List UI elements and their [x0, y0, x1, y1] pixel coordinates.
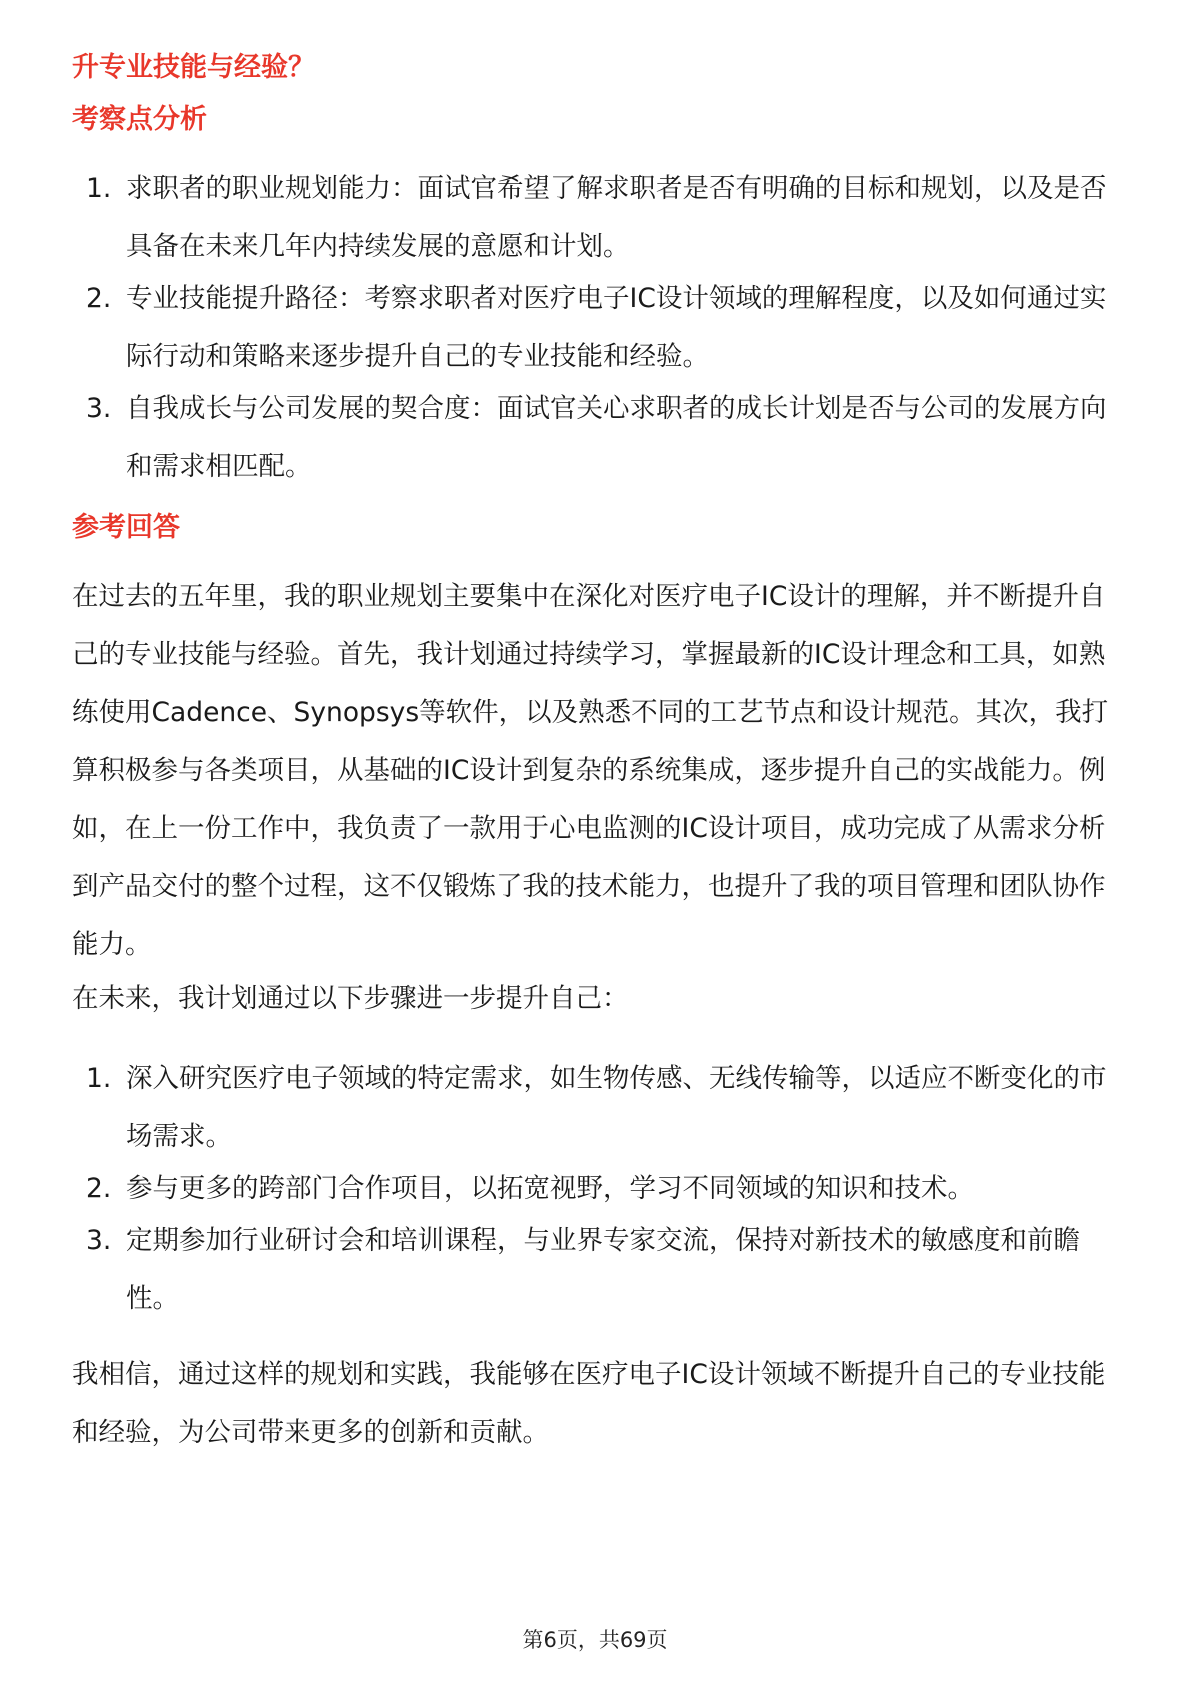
list-number: 1. — [86, 173, 112, 204]
list-item — [0, 270, 1111, 386]
list-item — [0, 1212, 1111, 1328]
page-number: 第6页，共69页 — [522, 1628, 668, 1652]
answer-paragraph-1: 在过去的五年里，我的职业规划主要集中在深化对医疗电子IC设计的理解，并不断提升自己的专业技能与经验。首先，我计划通过持续学习，掌握最新的IC设计理念和工具，如熟练使用Cadence、Synopsys等软件，以及熟悉不同的工艺节点和设计规范。其次，我打算积极参与各类项目，从基础的IC设计到复杂的系统集成，逐步提升自己的实战能力。例如，在上一份工作中，我负责了一款用于心电监测的IC设计项目，成功完成了从需求分析到产品交付的整个过程，这不仅锻炼了我的技术能力，也提升了我的项目管理和团队协作能力。 — [72, 581, 1109, 960]
list-item — [0, 160, 1111, 276]
list-text: 专业技能提升路径：考察求职者对医疗电子IC设计领域的理解程度，以及如何通过实际行动和策略来逐步提升自己的专业技能和经验。 — [126, 283, 1107, 372]
plan-list — [0, 1050, 1190, 1328]
list-number: 1. — [86, 1063, 112, 1094]
list-text: 自我成长与公司发展的契合度：面试官关心求职者的成长计划是否与公司的发展方向和需求相匹配。 — [126, 393, 1107, 482]
list-item — [0, 380, 1111, 496]
list-number: 3. — [86, 393, 112, 424]
analysis-list — [0, 160, 1190, 496]
answer-heading: 参考回答 — [72, 512, 180, 543]
list-number: 2. — [86, 1173, 112, 1204]
list-item — [0, 1050, 1111, 1166]
list-text: 深入研究医疗电子领域的特定需求，如生物传感、无线传输等，以适应不断变化的市场需求。 — [126, 1063, 1107, 1152]
list-text: 定期参加行业研讨会和培训课程，与业界专家交流，保持对新技术的敏感度和前瞻性。 — [126, 1225, 1080, 1314]
question-heading-tail: 升专业技能与经验？ — [72, 52, 315, 83]
answer-paragraph-3: 我相信，通过这样的规划和实践，我能够在医疗电子IC设计领域不断提升自己的专业技能和经验，为公司带来更多的创新和贡献。 — [72, 1359, 1106, 1448]
list-number: 2. — [86, 283, 112, 314]
analysis-heading: 考察点分析 — [72, 104, 207, 135]
list-item — [0, 1160, 1111, 1218]
list-number: 3. — [86, 1225, 112, 1256]
list-text: 参与更多的跨部门合作项目，以拓宽视野，学习不同领域的知识和技术。 — [126, 1173, 974, 1204]
list-text: 求职者的职业规划能力：面试官希望了解求职者是否有明确的目标和规划，以及是否具备在未来几年内持续发展的意愿和计划。 — [126, 173, 1107, 262]
answer-paragraph-2: 在未来，我计划通过以下步骤进一步提升自己： — [72, 983, 629, 1014]
